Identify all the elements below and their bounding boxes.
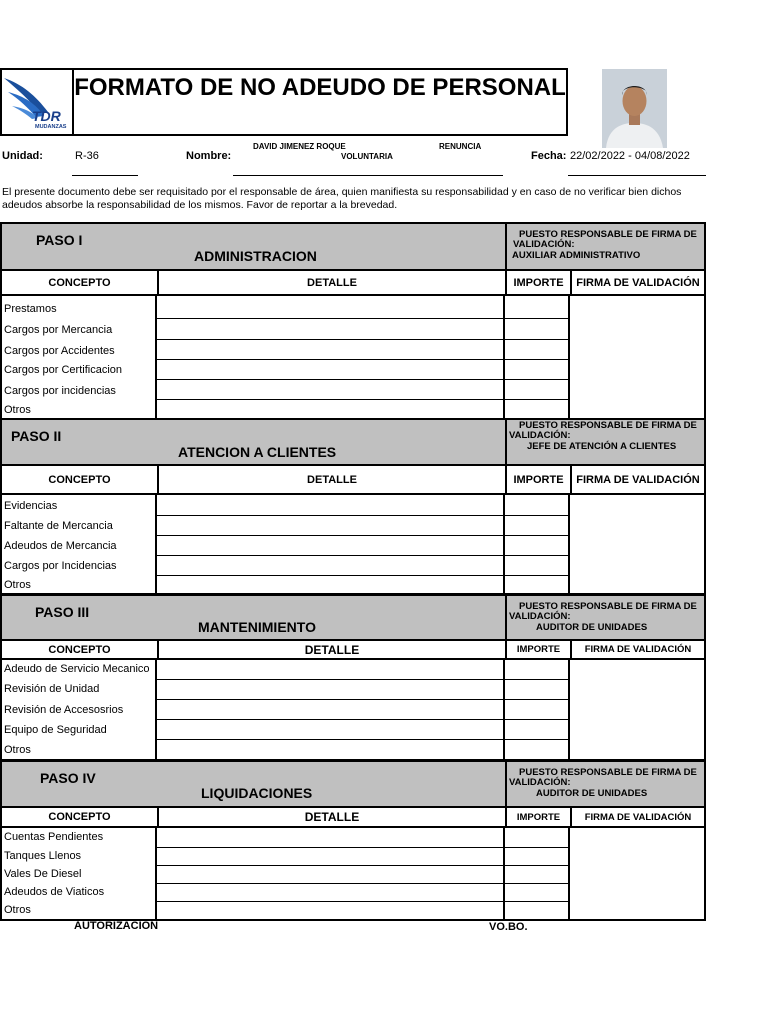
row-line	[157, 575, 570, 576]
concept-label: Tanques Llenos	[4, 850, 82, 862]
motivo-top: RENUNCIA	[439, 142, 482, 151]
row-line	[157, 719, 570, 720]
col-concepto: CONCEPTO	[48, 473, 111, 486]
nombre-underline	[233, 175, 503, 176]
row-line	[157, 847, 570, 848]
responsable-box	[505, 596, 704, 639]
area-label: ADMINISTRACION	[194, 248, 317, 264]
col-firma: FIRMA DE VALIDACIÓN	[570, 466, 704, 493]
column-headers	[0, 808, 706, 828]
divider	[155, 828, 157, 919]
puesto-value: AUDITOR DE UNIDADES	[536, 622, 648, 633]
col-importe: IMPORTE	[505, 466, 570, 493]
fecha-label: Fecha:	[531, 150, 567, 162]
concept-table	[0, 495, 706, 595]
column-headers	[0, 641, 706, 660]
divider	[568, 828, 570, 919]
concept-label: Otros	[4, 744, 31, 756]
column-headers	[0, 466, 706, 495]
divider	[503, 660, 505, 759]
logo-subtext: MUDANZAS	[35, 124, 67, 130]
area-label: MANTENIMIENTO	[198, 619, 316, 635]
area-label: LIQUIDACIONES	[201, 785, 313, 801]
paso-label: PASO IV	[40, 770, 96, 786]
concept-label: Adeudos de Mercancia	[4, 540, 117, 552]
divider	[503, 828, 505, 919]
unidad-underline	[72, 175, 138, 176]
row-line	[157, 739, 570, 740]
concept-label: Otros	[4, 904, 31, 916]
logo-text: TDR	[32, 108, 61, 124]
concept-table	[0, 296, 706, 420]
validacion-label: VALIDACIÓN:	[513, 239, 575, 250]
col-concepto: CONCEPTO	[48, 276, 111, 289]
col-firma: FIRMA DE VALIDACIÓN	[570, 271, 704, 294]
col-importe: IMPORTE	[505, 641, 570, 658]
concept-label: Equipo de Seguridad	[4, 724, 107, 736]
puesto-value: AUXILIAR ADMINISTRATIVO	[512, 250, 641, 261]
concept-label: Otros	[4, 579, 31, 591]
area-label: ATENCION A CLIENTES	[178, 444, 337, 460]
col-detalle: DETALLE	[157, 271, 505, 294]
col-concepto: CONCEPTO	[48, 811, 111, 823]
employee-photo	[602, 69, 667, 148]
responsable-title: PUESTO RESPONSABLE DE FIRMA DE	[519, 601, 697, 612]
unidad-value: R-36	[75, 150, 99, 162]
divider	[503, 495, 505, 593]
row-line	[157, 339, 570, 340]
validacion-label: VALIDACIÓN:	[509, 777, 571, 788]
paso-label: PASO II	[11, 428, 62, 444]
motivo-bottom: VOLUNTARIA	[341, 152, 393, 161]
row-line	[157, 379, 570, 380]
column-headers	[0, 271, 706, 296]
concept-label: Prestamos	[4, 303, 57, 315]
paso-label: PASO I	[36, 232, 83, 248]
col-concepto: CONCEPTO	[48, 643, 111, 656]
fecha-underline	[568, 175, 706, 176]
concept-label: Cargos por Accidentes	[4, 345, 115, 357]
concept-table	[0, 828, 706, 921]
concept-label: Cuentas Pendientes	[4, 831, 104, 843]
col-detalle: DETALLE	[157, 641, 505, 658]
concept-label: Cargos por Incidencias	[4, 560, 117, 572]
concept-label: Otros	[4, 404, 31, 416]
col-detalle: DETALLE	[157, 808, 505, 826]
divider	[568, 660, 570, 759]
row-line	[157, 535, 570, 536]
nombre-label: Nombre:	[186, 150, 232, 162]
row-line	[157, 883, 570, 884]
intro-text: El presente documento debe ser requisitado por el responsable de área, quien manifiesta su responsabilidad y en caso de no verificar bien dichos adeudos absorbe la responsabilidad de los mismos. Favor de reportar a la brevedad.	[2, 186, 682, 211]
concept-label: Adeudo de Servicio Mecanico	[4, 663, 150, 675]
responsable-box	[505, 224, 704, 269]
responsable-box	[505, 420, 704, 464]
puesto-value: AUDITOR DE UNIDADES	[536, 788, 648, 799]
concept-label: Vales De Diesel	[4, 868, 82, 880]
row-line	[157, 699, 570, 700]
autorizacion-label: AUTORIZACION	[74, 920, 159, 932]
divider	[155, 660, 157, 759]
row-line	[157, 865, 570, 866]
row-line	[157, 515, 570, 516]
responsable-title: PUESTO RESPONSABLE DE FIRMA DE	[519, 229, 697, 240]
row-line	[157, 555, 570, 556]
section-header	[0, 594, 706, 641]
row-line	[157, 679, 570, 680]
col-importe: IMPORTE	[505, 271, 570, 294]
nombre-value: DAVID JIMENEZ ROQUE	[253, 142, 346, 151]
person-photo-icon	[602, 69, 667, 148]
col-detalle: DETALLE	[157, 466, 505, 493]
validacion-label: VALIDACIÓN:	[509, 611, 571, 622]
responsable-title: PUESTO RESPONSABLE DE FIRMA DE	[519, 420, 697, 431]
col-firma: FIRMA DE VALIDACIÓN	[570, 641, 704, 658]
row-line	[157, 359, 570, 360]
concept-label: Revisión de Unidad	[4, 683, 100, 695]
concept-label: Evidencias	[4, 500, 58, 512]
row-line	[157, 318, 570, 319]
fecha-value: 22/02/2022 - 04/08/2022	[570, 150, 690, 162]
unidad-label: Unidad:	[2, 150, 43, 162]
col-importe: IMPORTE	[505, 808, 570, 826]
puesto-value: JEFE DE ATENCIÓN A CLIENTES	[527, 441, 677, 452]
title-box	[0, 68, 568, 136]
validacion-label: VALIDACIÓN:	[509, 430, 571, 441]
section-header	[0, 418, 706, 466]
page-title: FORMATO DE NO ADEUDO DE PERSONAL	[74, 74, 566, 101]
section-header	[0, 222, 706, 271]
concept-label: Adeudos de Viaticos	[4, 886, 105, 898]
divider	[568, 495, 570, 593]
row-line	[157, 901, 570, 902]
concept-label: Cargos por Certificacion	[4, 364, 122, 376]
vobo-label: VO.BO.	[489, 921, 528, 933]
responsable-box	[505, 762, 704, 806]
concept-label: Cargos por incidencias	[4, 385, 116, 397]
concept-table	[0, 660, 706, 761]
company-logo	[2, 70, 74, 134]
paso-label: PASO III	[35, 604, 90, 620]
divider	[155, 495, 157, 593]
section-header	[0, 760, 706, 808]
col-firma: FIRMA DE VALIDACIÓN	[570, 808, 704, 826]
row-line	[157, 399, 570, 400]
concept-label: Faltante de Mercancia	[4, 520, 113, 532]
concept-label: Revisión de Accesosrios	[4, 704, 124, 716]
responsable-title: PUESTO RESPONSABLE DE FIRMA DE	[519, 767, 697, 778]
concept-label: Cargos por Mercancia	[4, 324, 113, 336]
